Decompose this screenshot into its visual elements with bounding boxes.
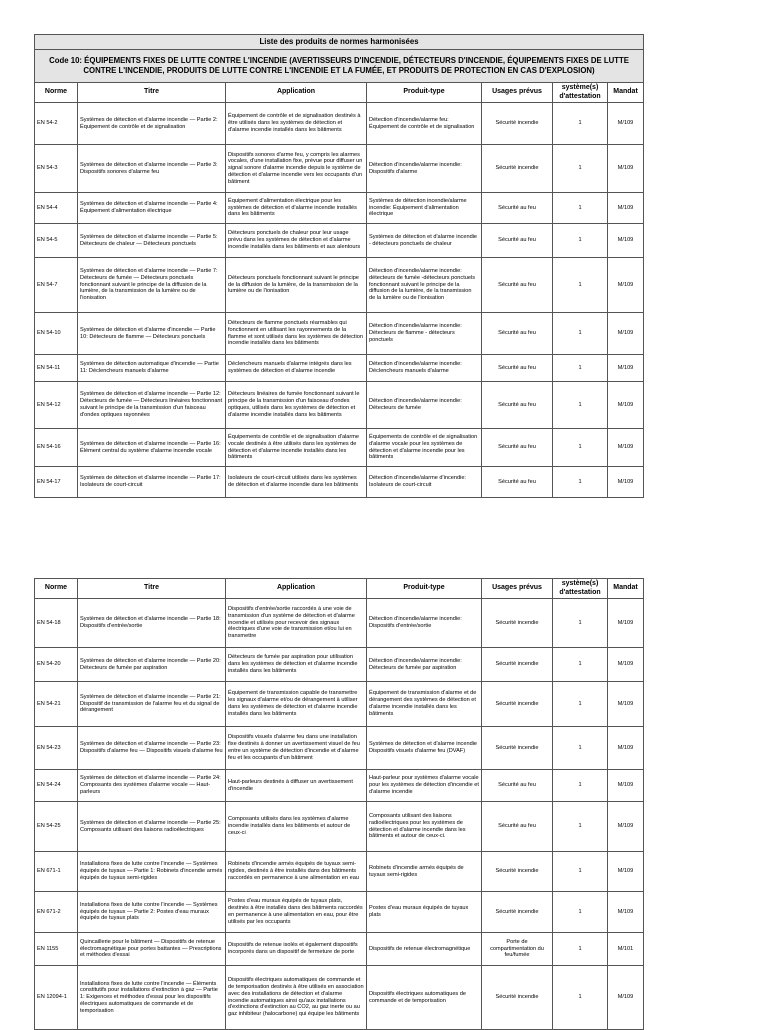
cell-application: Dispositifs d'entrée/sortie raccordés à une voie de transmission d'un système de détection et d'alarme incendie et utilisés pour recevoir des signaux électriques d'une voie de transmission et/ou lui en transmettre [226,599,367,648]
header-produit-type: Produit-type [367,579,482,599]
cell-mandat: M/109 [608,682,644,727]
cell-usages: Sécurité au feu [482,224,553,258]
cell-produit-type: Systèmes de détection incendie/alarme incendie: Équipement d'alimentation électrique [367,193,482,224]
header-mandat: Mandat [608,83,644,103]
cell-application: Dispositifs de retenue isolés et également dispositifs incorporés dans un dispositif de fermeture de porte [226,933,367,966]
header-titre: Titre [78,579,226,599]
cell-titre: Systèmes de détection et d'alarme incendie — Partie 18: Dispositifs d'entrée/sortie [78,599,226,648]
header-row [35,83,644,103]
cell-produit-type: Détection d'incendie/alarme incendie: Dispositifs d'alarme [367,145,482,193]
cell-norme: EN 54-4 [35,193,78,224]
cell-application: Équipement d'alimentation électrique pour les systèmes de détection et d'alarme incendie installés dans les bâtiments [226,193,367,224]
cell-systeme: 1 [553,224,608,258]
cell-mandat: M/109 [608,648,644,682]
cell-produit-type: Composants utilisant des liaisons radioélectriques pour les systèmes de détection et d'alarme incendie dans les bâtiments et autour de ceux-ci. [367,802,482,852]
cell-mandat: M/109 [608,966,644,1030]
cell-application: Composants utilisés dans les systèmes d'alarme incendie installés dans les bâtiments et autour de ceux-ci [226,802,367,852]
cell-systeme: 1 [553,193,608,224]
cell-usages: Sécurité au feu [482,258,553,313]
cell-mandat: M/109 [608,727,644,770]
cell-mandat: M/109 [608,258,644,313]
header-norme: Norme [35,83,78,103]
standards-table-1 [34,34,644,498]
cell-application: Détecteurs linéaires de fumée fonctionnant suivant le principe de la transmission d'un faisceau d'ondes optiques, utilisés dans les systèmes de détection et d'alarme incendie installés dans les bâtiments [226,382,367,429]
cell-norme: EN 54-11 [35,355,78,382]
cell-norme: EN 1155 [35,933,78,966]
header-application: Application [226,579,367,599]
cell-mandat: M/109 [608,770,644,802]
cell-produit-type: Détection d'incendie/alarme feu: Équipement de contrôle et de signalisation [367,103,482,145]
cell-mandat: M/109 [608,599,644,648]
cell-systeme: 1 [553,467,608,498]
cell-usages: Sécurité au feu [482,313,553,355]
cell-mandat: M/109 [608,224,644,258]
cell-titre: Systèmes de détection automatique d'incendie — Partie 11: Déclencheurs manuels d'alarme [78,355,226,382]
cell-usages: Sécurité incendie [482,103,553,145]
cell-usages: Sécurité incendie [482,682,553,727]
cell-produit-type: Dispositifs électriques automatiques de commande et de temporisation [367,966,482,1030]
cell-norme: EN 54-7 [35,258,78,313]
table-row [35,727,644,770]
table-row [35,966,644,1030]
cell-titre: Installations fixes de lutte contre l'incendie — Éléments constitutifs pour installations d'extinction à gaz — Partie 1: Exigences et méthodes d'essai pour les dispositifs électriques automatiques de commande et de temporisation [78,966,226,1030]
cell-produit-type: Détection d'incendie/alarme incendie: détecteurs de fumée -détecteurs ponctuels fonctionnant suivant le principe de la diffusion de la lumière, de la transmission de la lumière ou de l'ionisation [367,258,482,313]
cell-usages: Sécurité incendie [482,727,553,770]
header-usages: Usages prévus [482,83,553,103]
cell-usages: Sécurité au feu [482,429,553,467]
cell-systeme: 1 [553,429,608,467]
cell-systeme: 1 [553,770,608,802]
cell-systeme: 1 [553,802,608,852]
cell-usages: Porte de compartimentation du feu/fumée [482,933,553,966]
cell-usages: Sécurité incendie [482,966,553,1030]
table-row [35,103,644,145]
cell-produit-type: Détection d'incendie/alarme incendie: Dispositifs d'entrée/sortie [367,599,482,648]
cell-produit-type: Systèmes de détection et d'alarme incendie - détecteurs ponctuels de chaleur [367,224,482,258]
cell-application: Dispositifs électriques automatiques de commande et de temporisation destinés à être utilisés en association avec des installations de détection et d'alarme incendie automatiques ainsi qu'aux installations d'extinctions d'extinction au CO2, au gaz inerte ou au gaz inhibiteur (halocarbone) qui équipe les bâtiments [226,966,367,1030]
cell-norme: EN 671-1 [35,852,78,892]
cell-titre: Systèmes de détection et d'alarme incendie — Partie 12: Détecteurs de fumée — Détecteurs linéaires fonctionnant suivant le principe de la transmission d'un faisceau d'ondes optiques rayonnées [78,382,226,429]
header-produit-type: Produit-type [367,83,482,103]
header-systeme: système(s) d'attestation [553,579,608,599]
cell-mandat: M/109 [608,313,644,355]
cell-application: Robinets d'incendie armés équipés de tuyaux semi-rigides, destinés à être installés dans des bâtiments raccordés en permanence à une alimentation en eau [226,852,367,892]
cell-mandat: M/109 [608,193,644,224]
cell-norme: EN 54-16 [35,429,78,467]
cell-mandat: M/101 [608,933,644,966]
cell-titre: Systèmes de détection et d'alarme incendie — Partie 16: Élément central du système d'alarme incendie vocale [78,429,226,467]
cell-norme: EN 54-25 [35,802,78,852]
cell-norme: EN 54-10 [35,313,78,355]
cell-titre: Systèmes de détection et d'alarme incendie — Partie 3: Dispositifs sonores d'alarme feu [78,145,226,193]
cell-produit-type: Détection d'incendie/alarme d'incendie: Isolateurs de court-circuit [367,467,482,498]
cell-norme: EN 671-2 [35,892,78,933]
cell-produit-type: Systèmes de détection et d'alarme incendie Dispositifs visuels d'alarme feu (DVAF) [367,727,482,770]
cell-usages: Sécurité incendie [482,648,553,682]
cell-titre: Systèmes de détection et d'alarme incendie — Partie 2: Équipement de contrôle et de signalisation [78,103,226,145]
cell-systeme: 1 [553,892,608,933]
table-row [35,770,644,802]
cell-norme: EN 54-12 [35,382,78,429]
cell-titre: Installations fixes de lutte contre l'incendie — Systèmes équipés de tuyaux — Partie 1: Robinets d'incendie armés équipés de tuyaux semi-rigides [78,852,226,892]
cell-titre: Systèmes de détection et d'alarme incendie — Partie 20: Détecteurs de fumée par aspiration [78,648,226,682]
table-row [35,313,644,355]
cell-systeme: 1 [553,727,608,770]
table-row [35,933,644,966]
header-norme: Norme [35,579,78,599]
table-row [35,429,644,467]
table-row [35,382,644,429]
header-titre: Titre [78,83,226,103]
table-row [35,224,644,258]
cell-mandat: M/109 [608,852,644,892]
cell-usages: Sécurité au feu [482,770,553,802]
cell-usages: Sécurité au feu [482,467,553,498]
cell-application: Haut-parleurs destinés à diffuser un avertissement d'incendie [226,770,367,802]
cell-usages: Sécurité incendie [482,852,553,892]
cell-titre: Systèmes de détection et d'alarme d'incendie — Partie 10: Détecteurs de flamme — Détecteurs ponctuels [78,313,226,355]
cell-norme: EN 54-24 [35,770,78,802]
cell-systeme: 1 [553,966,608,1030]
cell-mandat: M/109 [608,382,644,429]
cell-norme: EN 54-21 [35,682,78,727]
table-row [35,852,644,892]
cell-usages: Sécurité incendie [482,599,553,648]
cell-titre: Systèmes de détection et d'alarme incendie — Partie 24: Composants des systèmes d'alarme vocale — Haut-parleurs [78,770,226,802]
cell-application: Dispositifs visuels d'alarme feu dans une installation fixe destinés à donner un avertissement visuel de feu entre un système de détection d'incendie et d'alarme feu et les occupants d'un bâtiment [226,727,367,770]
table-row [35,802,644,852]
cell-systeme: 1 [553,933,608,966]
cell-systeme: 1 [553,599,608,648]
table-row [35,355,644,382]
cell-produit-type: Détection d'incendie/alarme incendie: Détecteurs de flamme - détecteurs ponctuels [367,313,482,355]
cell-mandat: M/109 [608,429,644,467]
cell-application: Équipement de contrôle et de signalisation destinés à être utilisés dans les systèmes de détection et d'alarme incendie installés dans les bâtiments [226,103,367,145]
cell-norme: EN 54-18 [35,599,78,648]
header-systeme: système(s) d'attestation [553,83,608,103]
cell-titre: Systèmes de détection et d'alarme incendie — Partie 21: Dispositif de transmission de l'alarme feu et du signal de dérangement [78,682,226,727]
cell-titre: Installations fixes de lutte contre l'incendie — Systèmes équipés de tuyaux — Partie 2: Postes d'eau muraux équipés de tuyaux plats [78,892,226,933]
cell-titre: Systèmes de détection et d'alarme incendie — Partie 25: Composants utilisant des liaisons radioélectriques [78,802,226,852]
cell-produit-type: Équipements de contrôle et de signalisation d'alarme vocale pour les systèmes de détection et d'alarme incendie pour les bâtiments [367,429,482,467]
table-row [35,145,644,193]
header-usages: Usages prévus [482,579,553,599]
cell-produit-type: Postes d'eau muraux équipés de tuyaux plats [367,892,482,933]
cell-produit-type: Détection d'incendie/alarme incendie: Déclencheurs manuels d'alarme [367,355,482,382]
cell-application: Équipement de transmission capable de transmettre les signaux d'alarme et/ou de dérangement à utiliser dans les systèmes de détection et d'alarme incendie installés dans les bâtiments [226,682,367,727]
cell-application: Détecteurs ponctuels fonctionnant suivant le principe de la diffusion de la lumière, de la transmission de la lumière ou de l'ionisation [226,258,367,313]
cell-application: Détecteurs de fumée par aspiration pour utilisation dans les systèmes de détection et d'alarme incendie installés dans les bâtiments [226,648,367,682]
cell-systeme: 1 [553,145,608,193]
cell-systeme: 1 [553,382,608,429]
cell-titre: Systèmes de détection et d'alarme incendie — Partie 17: Isolateurs de court-circuit [78,467,226,498]
cell-mandat: M/109 [608,145,644,193]
cell-produit-type: Haut-parleur pour systèmes d'alarme vocale pour les systèmes de détection d'incendie et d'alarme incendie [367,770,482,802]
cell-titre: Systèmes de détection et d'alarme incendie — Partie 23: Dispositifs d'alarme feu — Dispositifs visuels d'alarme feu [78,727,226,770]
cell-systeme: 1 [553,258,608,313]
table-row [35,648,644,682]
cell-usages: Sécurité au feu [482,802,553,852]
list-title: Liste des produits de normes harmonisées [35,35,644,50]
cell-titre: Quincaillerie pour le bâtiment — Dispositifs de retenue électromagnétique pour portes battantes — Prescriptions et méthodes d'essai [78,933,226,966]
cell-mandat: M/109 [608,103,644,145]
cell-mandat: M/109 [608,355,644,382]
cell-application: Postes d'eau muraux équipés de tuyaux plats, destinés à être installés dans des bâtiments raccordés en permanence à une alimentation en eau, pour être utilisés par les occupants [226,892,367,933]
code-title: Code 10: ÉQUIPEMENTS FIXES DE LUTTE CONTRE L'INCENDIE (AVERTISSEURS D'INCENDIE, DÉTECTEURS D'INCENDIE, ÉQUIPEMENTS FIXES DE LUTTE CONTRE L'INCENDIE, PRODUITS DE LUTTE CONTRE L'INCENDIE ET LA FUMÉE, ET PRODUITS DE PROTECTION EN CAS D'EXPLOSION) [35,50,644,83]
cell-norme: EN 54-17 [35,467,78,498]
cell-norme: EN 54-23 [35,727,78,770]
cell-norme: EN 54-5 [35,224,78,258]
cell-usages: Sécurité au feu [482,193,553,224]
header-row [35,579,644,599]
cell-norme: EN 54-2 [35,103,78,145]
table-row [35,599,644,648]
cell-titre: Systèmes de détection et d'alarme incendie — Partie 5: Détecteurs de chaleur — Détecteurs ponctuels [78,224,226,258]
cell-usages: Sécurité au feu [482,382,553,429]
cell-systeme: 1 [553,355,608,382]
cell-produit-type: Robinets d'incendie armés équipés de tuyaux semi-rigides [367,852,482,892]
table-sheet-2 [34,578,643,1030]
cell-application: Déclencheurs manuels d'alarme intégrés dans les systèmes de détection et d'alarme incendie [226,355,367,382]
header-application: Application [226,83,367,103]
cell-systeme: 1 [553,682,608,727]
cell-application: Isolateurs de court-circuit utilisés dans les systèmes de détection et d'alarme incendie dans les bâtiments [226,467,367,498]
table-row [35,467,644,498]
cell-systeme: 1 [553,648,608,682]
cell-produit-type: Équipement de transmission d'alarme et de dérangement des systèmes de détection et d'alarme incendie installés dans les bâtiments [367,682,482,727]
cell-application: Détecteurs ponctuels de chaleur pour leur usage prévu dans les systèmes de détection et d'alarme incendie installés dans les bâtiments et aux alentours [226,224,367,258]
cell-usages: Sécurité incendie [482,145,553,193]
cell-mandat: M/109 [608,802,644,852]
cell-titre: Systèmes de détection et d'alarme incendie — Partie 7: Détecteurs de fumée — Détecteurs ponctuels fonctionnant suivant le principe de la diffusion de la lumière, de la transmission de la lumière ou de l'ionisation [78,258,226,313]
cell-application: Détecteurs de flamme ponctuels réarmables qui fonctionnent en utilisant les rayonnements de la flamme et sont utilisés dans les systèmes de détection incendie installés dans les bâtiments [226,313,367,355]
cell-norme: EN 12094-1 [35,966,78,1030]
cell-mandat: M/109 [608,467,644,498]
cell-usages: Sécurité incendie [482,892,553,933]
cell-application: Équipements de contrôle et de signalisation d'alarme vocale destinés à être utilisés dans les systèmes de détection et d'alarme incendie installés dans les bâtiments [226,429,367,467]
cell-produit-type: Détection d'incendie/alarme incendie: Détecteurs de fumée par aspiration [367,648,482,682]
table-row [35,682,644,727]
cell-titre: Systèmes de détection et d'alarme incendie — Partie 4: Équipement d'alimentation électrique [78,193,226,224]
header-mandat: Mandat [608,579,644,599]
table-sheet-1 [34,34,643,498]
cell-mandat: M/109 [608,892,644,933]
table-row [35,258,644,313]
cell-norme: EN 54-3 [35,145,78,193]
standards-table-2 [34,578,644,1030]
table-row [35,892,644,933]
cell-produit-type: Détection d'incendie/alarme incendie: Détecteurs de fumée [367,382,482,429]
cell-systeme: 1 [553,852,608,892]
cell-systeme: 1 [553,103,608,145]
cell-produit-type: Dispositifs de retenue électromagnétique [367,933,482,966]
cell-usages: Sécurité au feu [482,355,553,382]
cell-systeme: 1 [553,313,608,355]
cell-application: Dispositifs sonores d'arme feu, y compris les alarmes vocales, d'une installation fixe, prévue pour diffuser un signal sonore d'alarme incendie depuis le système de détection et d'alarme incendie vers les occupants d'un bâtiment [226,145,367,193]
table-row [35,193,644,224]
cell-norme: EN 54-20 [35,648,78,682]
